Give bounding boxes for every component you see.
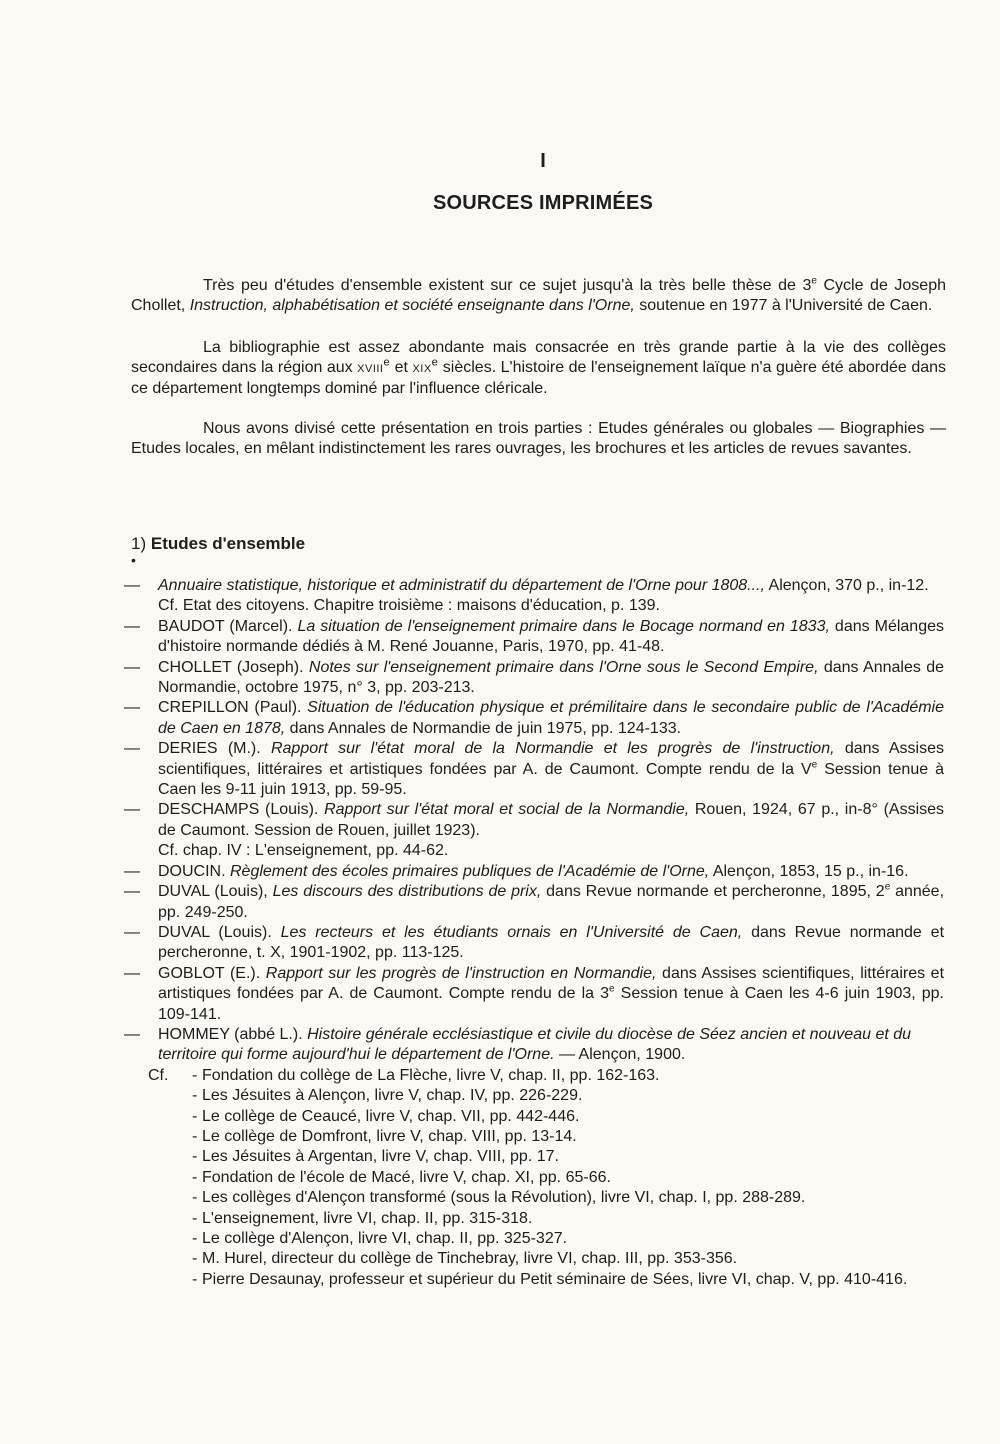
entry-author: CHOLLET (Joseph).: [158, 658, 309, 676]
superscript: e: [884, 881, 891, 893]
chapter-reference: [192, 1229, 944, 1249]
chapter-reference: [192, 1188, 944, 1208]
bibliography-entry: [124, 964, 944, 1025]
section-heading: [131, 534, 305, 554]
entry-details: Rouen, 1924, 67 p., in-8° (Assises de Caumont. Session de Rouen, juillet 1923).: [158, 801, 945, 839]
bullet-marker: -: [192, 1148, 198, 1166]
bibliography-entry: [124, 698, 944, 739]
entry-author: DUVAL (Louis).: [158, 923, 281, 941]
dash-marker: —: [124, 883, 140, 901]
entry-details: dans Revue normande et percheronne, t. X, 1901-1902, pp. 113-125.: [158, 923, 945, 962]
superscript: e: [431, 356, 439, 369]
bullet-marker: -: [192, 1127, 198, 1145]
intro-paragraph: [131, 276, 946, 316]
entry-title: Les recteurs et les étudiants ornais en l'Université de Caen,: [280, 923, 743, 941]
thesis-title: Instruction, alphabétisation et société enseignante dans l'Orne,: [189, 297, 635, 314]
superscript: e: [383, 356, 391, 369]
entry-title: Rapport sur l'état moral et social de la Normandie,: [324, 801, 690, 819]
hommey-chapter-list: [124, 1066, 944, 1290]
chapter-reference-text: Les Jésuites à Argentan, livre V, chap. VIII, pp. 17.: [202, 1148, 559, 1166]
dash-marker: —: [124, 964, 140, 982]
entry-title: Annuaire statistique, historique et administratif du département de l'Orne pour 1808...,: [158, 577, 765, 594]
intro-paragraph: [131, 338, 946, 399]
intro-text-span: siècles. L'histoire de l'enseignement laïque n'a guère été abordée dans ce département longtemps dominé par l'influence cléricale.: [131, 359, 947, 397]
chapter-number: I: [540, 150, 546, 172]
bibliography-list: [124, 576, 944, 1290]
intro-text-span: Très peu d'études d'ensemble existent sur ce sujet jusqu'à la très belle thèse de: [203, 277, 803, 294]
chapter-reference: [192, 1270, 944, 1290]
chapter-reference-text: Fondation du collège de La Flèche, livre V, chap. II, pp. 162-163.: [202, 1066, 660, 1084]
entry-details: — Alençon, 1900.: [554, 1046, 686, 1064]
intro-text: [131, 276, 946, 481]
chapter-reference-text: Fondation de l'école de Macé, livre V, chap. XI, pp. 65-66.: [202, 1168, 611, 1186]
bullet-marker: -: [192, 1230, 198, 1247]
bibliography-entry: [124, 617, 944, 658]
bibliography-entry: [124, 882, 944, 923]
bullet-marker: -: [192, 1087, 198, 1105]
chapter-reference: [192, 1249, 944, 1269]
entry-details: Alençon, 370 p., in-12.: [764, 577, 929, 594]
intro-paragraph: Nous avons divisé cette présentation en trois parties : Etudes générales ou globales — Biographies — Etudes locales, en mêlant indistinctement les rares ouvrages, les brochures et les articles de revues savantes.: [131, 420, 946, 457]
entry-title: Histoire générale ecclésiastique et civile du diocèse de Séez ancien et nouveau et du territoire qui forme aujourd'hui le département de l'Orne.: [158, 1025, 912, 1064]
chapter-reference: [192, 1147, 944, 1167]
intro-text-span: La bibliographie est assez abondante mais consacrée en très grande partie à la vie des collèges secondaires dans la région aux: [131, 339, 946, 376]
chapter-reference-text: Les Jésuites à Alençon, livre V, chap. IV, pp. 226-229.: [202, 1087, 583, 1105]
entry-details: dans Assises scientifiques, littéraires et artistiques fondées par A. de Caumont. Compte rendu de la V: [158, 740, 945, 778]
intro-text-span: soutenue en 1977 à l'Université de Caen.: [634, 297, 933, 314]
bibliography-entry: [124, 658, 944, 699]
bibliography-entry: [124, 862, 944, 882]
entry-author: GOBLOT (E.).: [158, 964, 266, 982]
dash-marker: —: [124, 923, 140, 941]
chapter-title: SOURCES IMPRIMÉES: [432, 192, 654, 214]
intro-text-span: 3: [802, 277, 812, 294]
entry-author: DUVAL (Louis),: [158, 883, 273, 901]
dash-marker: —: [124, 1025, 140, 1043]
chapter-reference: [192, 1127, 944, 1147]
entry-author: DOUCIN.: [158, 862, 230, 880]
superscript: e: [609, 983, 615, 995]
entry-title: Situation de l'éducation physique et prémilitaire dans le secondaire public de l'Académie de Caen en 1878,: [158, 699, 945, 737]
chapter-reference-text: L'enseignement, livre VI, chap. II, pp. 315-318.: [202, 1209, 533, 1227]
dash-marker: —: [124, 801, 140, 819]
entry-details: dans Mélanges d'histoire normande dédiés à M. René Jouanne, Paris, 1970, pp. 41-48.: [158, 617, 944, 656]
entry-details: Alençon, 1853, 15 p., in-16.: [709, 862, 909, 880]
entry-note: Cf. Etat des citoyens. Chapitre troisième : maisons d'éducation, p. 139.: [158, 597, 660, 615]
entry-author: BAUDOT (Marcel).: [158, 617, 298, 635]
superscript: e: [811, 275, 817, 287]
bullet-dot: •: [131, 552, 136, 568]
intro-text-span: et: [390, 359, 413, 376]
cf-label: Cf.: [148, 1066, 169, 1084]
bullet-marker: -: [192, 1209, 198, 1227]
dash-marker: —: [124, 617, 140, 635]
entry-author: DESCHAMPS (Louis).: [158, 801, 325, 819]
century-numeral: XVIII: [357, 363, 384, 375]
chapter-reference-text: Les collèges d'Alençon transformé (sous la Révolution), livre VI, chap. I, pp. 288-289.: [202, 1189, 806, 1207]
entry-details: dans Annales de Normandie, octobre 1975, n° 3, pp. 203-213.: [158, 658, 944, 697]
dash-marker: —: [124, 740, 140, 758]
chapter-reference-text: M. Hurel, directeur du collège de Tinchebray, livre VI, chap. III, pp. 353-356.: [202, 1250, 738, 1268]
bullet-marker: -: [192, 1270, 198, 1288]
intro-text-span: Cycle de Joseph Chollet,: [131, 277, 946, 314]
entry-author: DERIES (M.).: [158, 740, 271, 758]
bullet-marker: -: [192, 1066, 198, 1084]
entry-details: dans Revue normande et percheronne, 1895, 2: [541, 883, 885, 901]
bibliography-entry: [124, 576, 944, 617]
entry-title: Rapport sur les progrès de l'instruction en Normandie,: [265, 964, 657, 982]
entry-details: Session tenue à Caen les 4-6 juin 1903, pp. 109-141.: [158, 985, 944, 1023]
bibliography-entry: [124, 739, 944, 800]
superscript: e: [811, 759, 818, 771]
chapter-reference-text: Le collège de Ceaucé, livre V, chap. VII, pp. 442-446.: [202, 1107, 580, 1125]
bullet-marker: -: [192, 1168, 198, 1186]
entry-details: année, pp. 249-250.: [158, 883, 945, 921]
chapter-reference-text: Pierre Desaunay, professeur et supérieur du Petit séminaire de Sées, livre VI, chap. V, pp. 410-416.: [202, 1270, 908, 1288]
chapter-reference: [192, 1209, 944, 1229]
chapter-reference: [192, 1168, 944, 1188]
bullet-marker: -: [192, 1107, 198, 1125]
entry-note: Cf. chap. IV : L'enseignement, pp. 44-62.: [158, 842, 449, 860]
chapter-reference-text: Le collège d'Alençon, livre VI, chap. II, pp. 325-327.: [202, 1230, 568, 1247]
dash-marker: —: [124, 699, 140, 717]
bibliography-entry: [124, 800, 944, 861]
entry-title: Règlement des écoles primaires publiques de l'Académie de l'Orne,: [230, 862, 710, 880]
chapter-reference: [192, 1107, 944, 1127]
dash-marker: —: [124, 577, 140, 594]
chapter-reference: [192, 1086, 944, 1106]
bullet-marker: -: [192, 1189, 198, 1207]
entry-details: Session tenue à Caen les 9-11 juin 1913, pp. 59-95.: [158, 760, 944, 799]
dash-marker: —: [124, 658, 140, 676]
bullet-marker: -: [192, 1250, 198, 1268]
entry-details: dans Annales de Normandie de juin 1975, pp. 124-133.: [285, 719, 682, 737]
section-number: 1): [131, 534, 147, 553]
entry-title: Rapport sur l'état moral de la Normandie et les progrès de l'instruction,: [270, 740, 835, 758]
bibliography-entry: [124, 1025, 944, 1066]
entry-title: La situation de l'enseignement primaire dans le Bocage normand en 1833,: [297, 617, 830, 635]
chapter-reference: [192, 1066, 944, 1086]
dash-marker: —: [124, 862, 140, 880]
bibliography-entry: [124, 923, 944, 964]
century-numeral: XIX: [412, 363, 432, 375]
chapter-reference-text: Le collège de Domfront, livre V, chap. VIII, pp. 13-14.: [202, 1127, 577, 1145]
entry-title: Les discours des distributions de prix,: [272, 883, 542, 901]
entry-author: CREPILLON (Paul).: [158, 699, 308, 717]
entry-details: dans Assises scientifiques, littéraires et artistiques fondées par A. de Caumont. Compte rendu de la 3: [158, 964, 945, 1003]
section-title: Etudes d'ensemble: [150, 534, 306, 553]
entry-author: HOMMEY (abbé L.).: [158, 1025, 308, 1043]
entry-title: Notes sur l'enseignement primaire dans l'Orne sous le Second Empire,: [308, 658, 819, 676]
